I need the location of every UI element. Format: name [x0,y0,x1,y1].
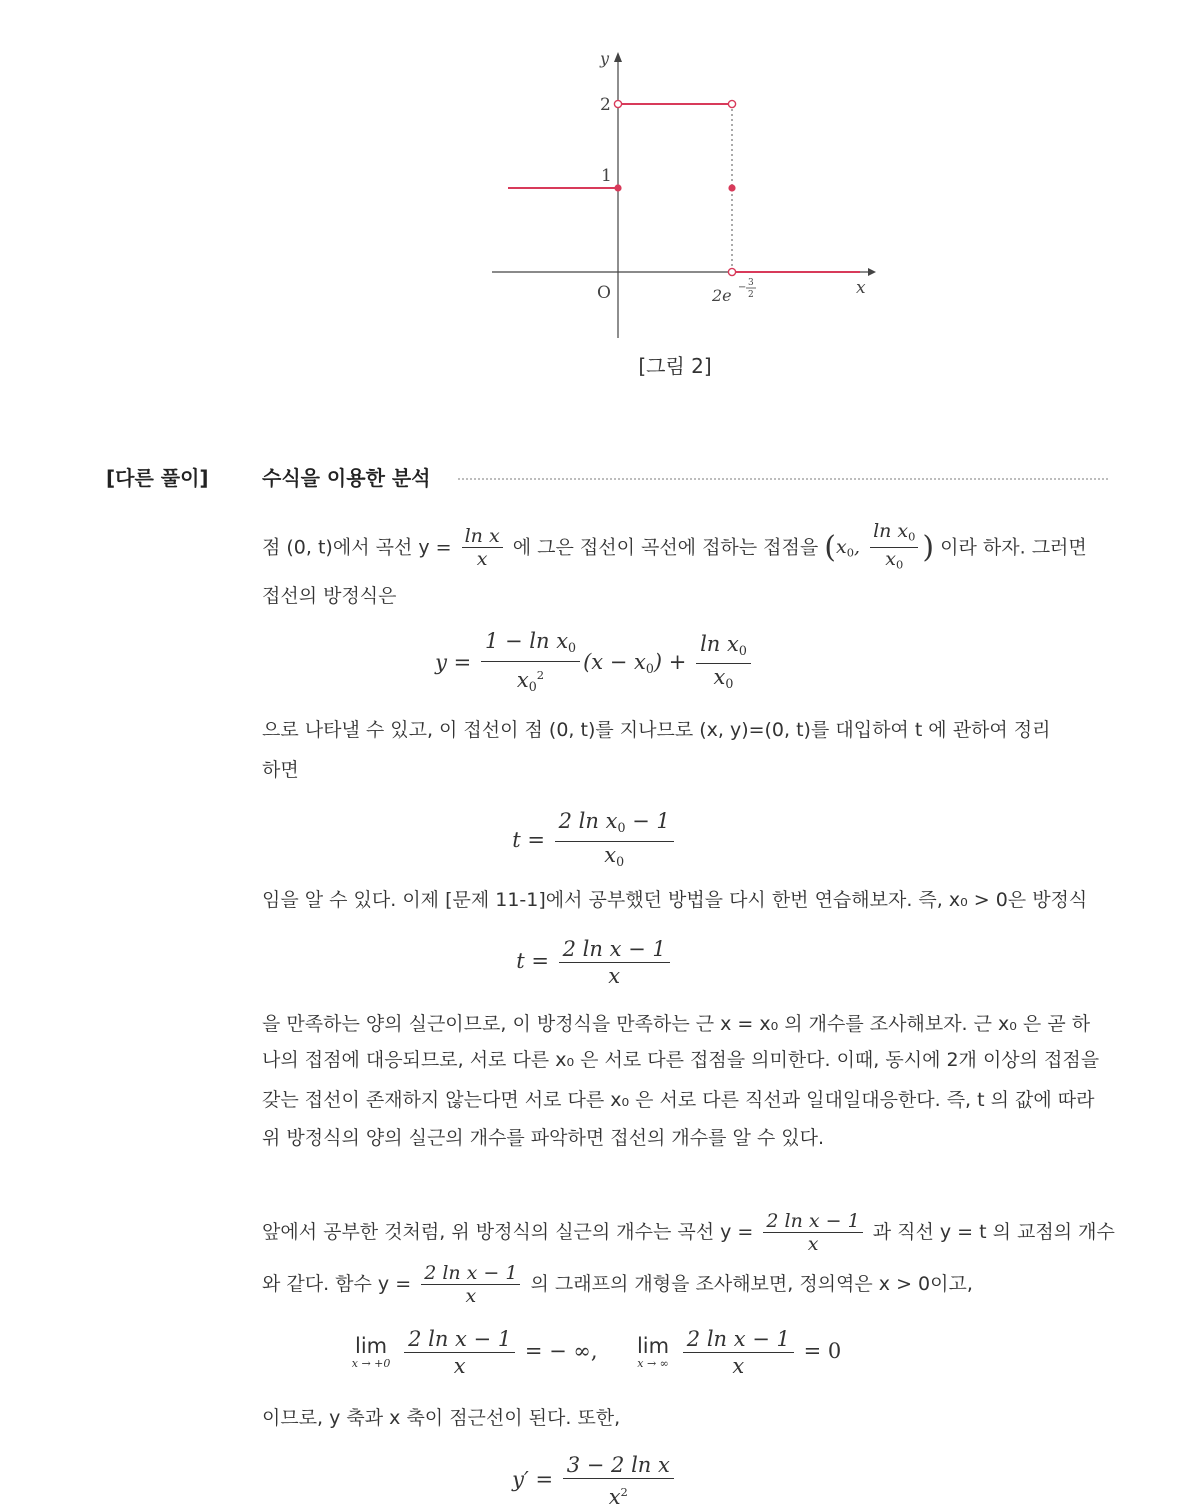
figure-caption: [그림 2] [638,354,712,378]
paragraph-1-line-2: 접선의 방정식은 [262,585,397,607]
limit-2-value: = 0 [803,1339,842,1363]
tick-label-2: 2 [600,95,611,115]
paragraph-6: 이므로, y 축과 x 축이 점근선이 된다. 또한, [262,1407,621,1429]
step-function-figure [470,40,890,360]
tick-label-exp-minus: − [738,282,747,293]
paragraph-2-line-1: 으로 나타낼 수 있고, 이 접선이 점 (0, t)를 지나므로 (x, y)=(0, t)를 대입하여 t 에 관하여 정리 [262,719,1051,741]
y-axis-label: y [600,49,610,68]
big-paren-close: ) [922,529,935,565]
limit-1: lim x → +0 [351,1333,391,1370]
open-point-0-2 [614,100,621,107]
point-x0: $x_0$, [836,536,861,560]
section-divider [458,478,1108,480]
fraction-numerator: $\ln x_0$ [870,520,918,548]
paragraph-4-line-2: 나의 접점에 대응되므로, 서로 다른 x₀ 은 서로 다른 접점을 의미한다. 이때, 동시에 2개 이상의 접점을 [262,1049,1100,1071]
inline-fraction-lnx-over-x [462,525,503,570]
equation-t-x [0,936,1189,989]
eq2-lhs: t = [512,827,545,852]
eq2-fraction: $\frac{2 \ln x_0 - 1}{x_0}$ [555,808,674,875]
fraction-numerator: ln x [462,525,503,548]
p1-text-c: 이라 하자. 그러면 [940,536,1087,559]
tick-label-1: 1 [601,166,612,186]
eq1-fraction-1: $\frac{1 - \ln x_0}{x_0^2}$ [481,628,580,700]
tick-label-2e-base: 2e [712,286,732,305]
paragraph-4-line-1: 을 만족하는 양의 실근이므로, 이 방정식을 만족하는 근 x = x₀ 의 개수를 조사해보자. 근 x₀ 은 곧 하 [262,1013,1091,1035]
open-point-end-0 [728,268,735,275]
inline-fraction-2lnx: $\frac{\text{2 ln x − 1}}{x}$ [763,1210,862,1255]
paragraph-5-line-2: 와 같다. 함수 y = $\frac{\text{2 ln x − 1}}{x}$ 의 그래프의 개형을 조사해보면, 정의역은 x > 0이고, [262,1262,973,1307]
x-axis-label: x [856,278,866,298]
paragraph-4-line-4: 위 방정식의 양의 실근의 개수를 파악하면 접선의 개수를 알 수 있다. [262,1127,824,1149]
section-tag: [다른 풀이] [106,466,209,490]
limit-1-value: = − ∞, [524,1339,598,1363]
closed-point-mid-1 [728,184,735,191]
closed-point-0-1 [614,184,621,191]
inline-fraction-2lnx-b: $\frac{\text{2 ln x − 1}}{x}$ [421,1262,520,1307]
paragraph-4-line-3: 갖는 접선이 존재하지 않는다면 서로 다른 x₀ 은 서로 다른 직선과 일대일대응한다. 즉, t 의 값에 따라 [262,1089,1095,1111]
origin-label: O [597,283,611,303]
paragraph-1-line-1 [262,520,1109,576]
x-axis-arrow-icon [868,268,876,276]
eq1-middle: $(x - x_0)$ + [583,650,687,677]
paragraph-5-line-1: 앞에서 공부한 것처럼, 위 방정식의 실근의 개수는 곡선 y = $\frac{\text{2 ln x − 1}}{x}$ 과 직선 y = t 의 교점의 개수 [262,1210,1115,1255]
fraction-denominator: $x_0$ [885,548,904,572]
equation-derivative [0,1452,1189,1510]
derivative-lhs: y′ = [512,1467,554,1492]
eq3-fraction: $\frac{\text{2 ln x − 1}}{x}$ [559,936,670,989]
section-title: 수식을 이용한 분석 [262,466,431,490]
limit-1-fraction: $\frac{\text{2 ln x − 1}}{x}$ [404,1326,515,1379]
paragraph-2-line-2: 하면 [262,759,299,781]
derivative-fraction: $\frac{\text{3 − 2 ln x}}{x^2}$ [563,1452,674,1510]
equation-limits [0,1326,1189,1379]
limit-2-fraction: $\frac{\text{2 ln x − 1}}{x}$ [683,1326,794,1379]
eq1-lhs: y = [435,650,472,675]
open-point-end-2 [728,100,735,107]
big-paren-open: ( [824,529,836,565]
equation-tangent-line [0,628,1189,700]
y-axis-arrow-icon [614,52,622,62]
equation-t-x0 [0,808,1189,875]
p1-text-a: 점 (0, t)에서 곡선 y = [262,536,452,559]
tick-label-exp-den: 2 [748,290,754,300]
inline-fraction-lnx0-over-x0 [870,520,918,576]
p1-text-b: 에 그은 접선이 곡선에 접하는 접점을 [512,536,819,559]
fraction-denominator: x [476,548,488,571]
tick-label-exp-num: 3 [748,278,754,288]
eq3-lhs: t = [516,949,549,973]
limit-2: lim x → ∞ [636,1333,670,1370]
eq1-fraction-2: $\frac{\ln x_0}{x_0}$ [696,631,751,698]
paragraph-3: 임을 알 수 있다. 이제 [문제 11-1]에서 공부했던 방법을 다시 한번 연습해보자. 즉, x₀ > 0은 방정식 [262,889,1088,911]
